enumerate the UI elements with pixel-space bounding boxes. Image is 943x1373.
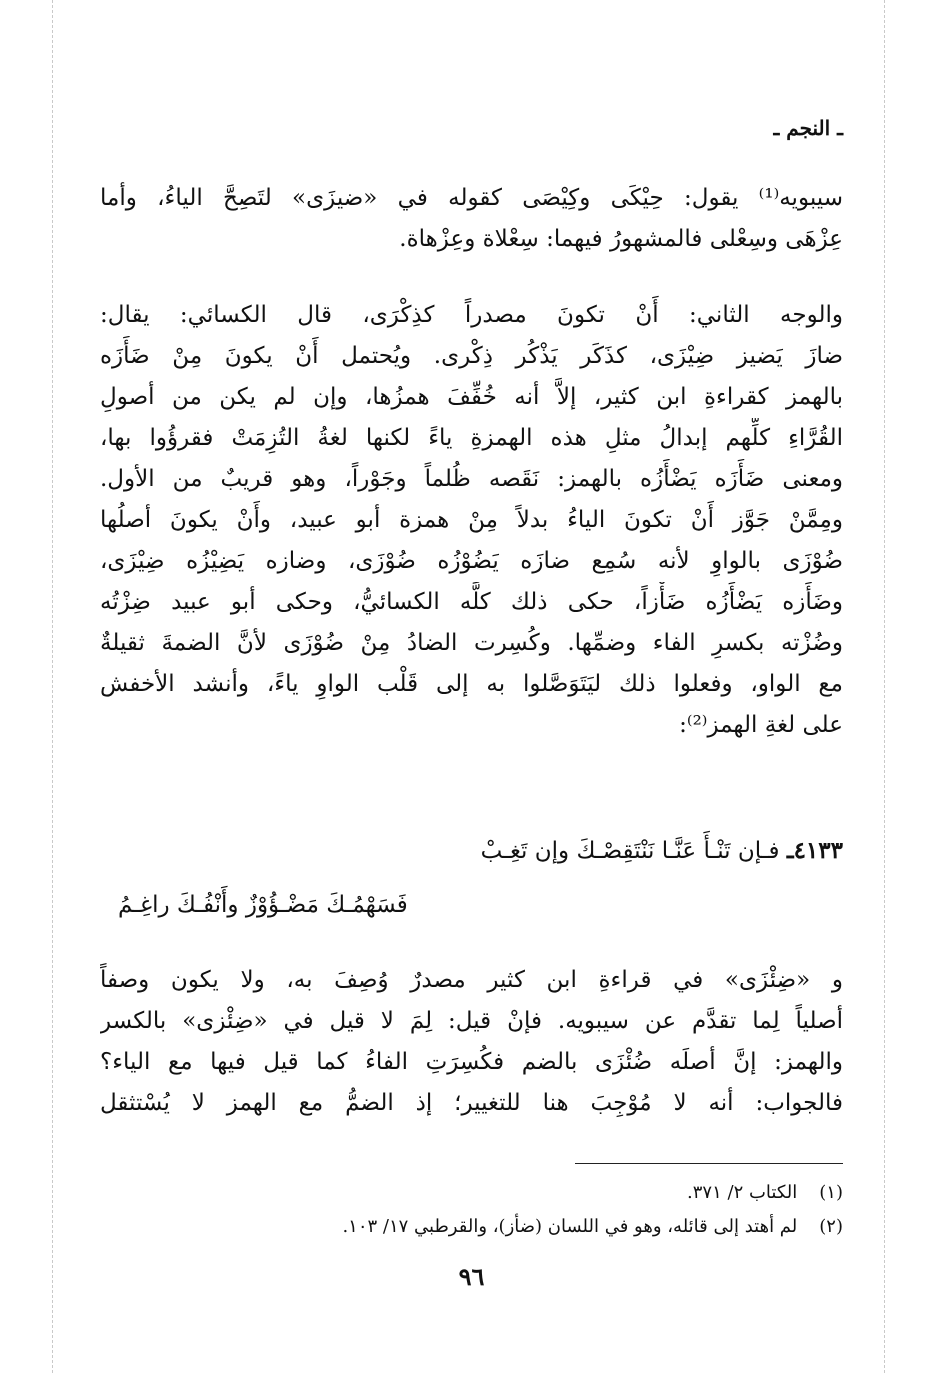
footnote-separator [575, 1163, 843, 1164]
text-line: القُرَّاءِ كلِّهم إبدالُ مثلِ هذه الهمزةِ ياءً لكنها لغةُ التُزِمَتْ فقرؤُوا بها، [100, 425, 843, 451]
footnote-text: الكتاب ٢/ ٣٧١. [687, 1182, 798, 1203]
footnote-number: (٢) [819, 1216, 843, 1237]
text-line: وضَأَزه يَضْأَزُه ضَأْزاً، حكى ذلك كلَّه الكسائيُّ، وحكى أبو عبيد ضِزْتُه [100, 589, 843, 615]
text-line: أصلياً لِما تقدَّم عن سيبويه. فإنْ قيل: لِمَ لا قيل في «ضِئْزى» بالكسر [100, 1008, 843, 1034]
scan-edge-left [52, 0, 53, 1373]
text-line: والوجه الثاني: أَنْ تكونَ مصدراً كذِكْرَى، قال الكسائي: يقال: [100, 302, 843, 328]
text-line: على لغةِ الهمز⁽²⁾: [679, 712, 843, 738]
paragraph-1 [100, 178, 843, 260]
text-line: عِزْهَى وسِعْلى فالمشهورُ فيهما: سِعْلاة وعِزْهاة. [399, 226, 843, 252]
page-number: ٩٦ [458, 1262, 485, 1291]
verse-first-half-text: فـإن تَنْـأَ عَنَّـا نَنْتَقِصْـكَ وإن تَغِـبْ [480, 838, 780, 864]
text-line: ضُوْزَى بالواوِ لأنه سُمِع ضازَه يَضُوْزُه ضُوْزَى، وضازه يَضِيْزُه ضِيْزَى، [100, 548, 843, 574]
text-line: ومِمَّنْ جَوَّز أَنْ تكونَ الياءُ بدلاً مِنْ همزة أبو عبيد، وأَنْ يكونَ أصلُها [100, 507, 843, 533]
footnote-text: لم أهتد إلى قائله، وهو في اللسان (ضأز)، والقرطبي ١٧/ ١٠٣. [342, 1216, 798, 1237]
text-line: ومعنى ضَأَزَه يَضْأَزُه بالهمز: نَقَصه ظُلماً وجَوْراً، وهو قريبٌ من الأول. [100, 466, 843, 492]
footnote-2 [100, 1210, 843, 1244]
text-line: ضازَ يَضيز ضِيْزَى، كذَكَر يَذْكُر ذِكْرى. ويُحتمل أَنْ يكونَ مِنْ ضَأَزَه [100, 343, 843, 369]
verse-first-half [481, 830, 843, 872]
paragraph-3 [100, 960, 843, 1124]
footnotes [100, 1176, 843, 1244]
footnote-number: (١) [819, 1182, 843, 1203]
text-line: والهمز: إنَّ أصلَه ضُئْزَى بالضم فكُسِرَتِ الفاءُ كما قيل فيها مع الياء؟ [100, 1049, 843, 1075]
paragraph-2 [100, 295, 843, 746]
text-line: مع الواو، وفعلوا ذلك ليَتَوَصَّلوا به إلى قَلْب الواوِ ياءً، وأنشد الأخفش [100, 671, 843, 697]
verse-second-half: فَسَهْمُـكَ مَضْـؤُوْزٌ وأَنْفُـكَ راغِـمُ [118, 892, 408, 918]
text-line: سيبويه⁽¹⁾ يقول: حِيْكَى وكِيْصَى كقوله في «ضيزَى» لتَصِحَّ الياءُ، وأما [100, 185, 843, 211]
text-line: و «ضِئْزَى» في قراءةِ ابن كثير مصدرٌ وُصِفَ به، ولا يكون وصفاً [100, 967, 843, 993]
text-line: وضُزْته بكسرِ الفاء وضمِّها. وكُسِرت الضادُ مِنْ ضُوْزَى لأنَّ الضمةَ ثقيلةٌ [100, 630, 843, 656]
running-head: ـ النجم ـ [773, 116, 843, 140]
scan-edge-right [884, 0, 885, 1373]
text-line: فالجواب: أنه لا مُوْجِبَ هنا للتغيير؛ إذ الضمُّ مع الهمز لا يُسْتثقل [100, 1090, 843, 1116]
footnote-1 [100, 1176, 843, 1210]
verse-number: ٤١٣٣ـ [786, 837, 843, 864]
text-line: بالهمز كقراءةِ ابن كثير، إلاَّ أنه خُفِّفَ همزُها، وإن لم يكن من أصولِ [100, 384, 843, 410]
